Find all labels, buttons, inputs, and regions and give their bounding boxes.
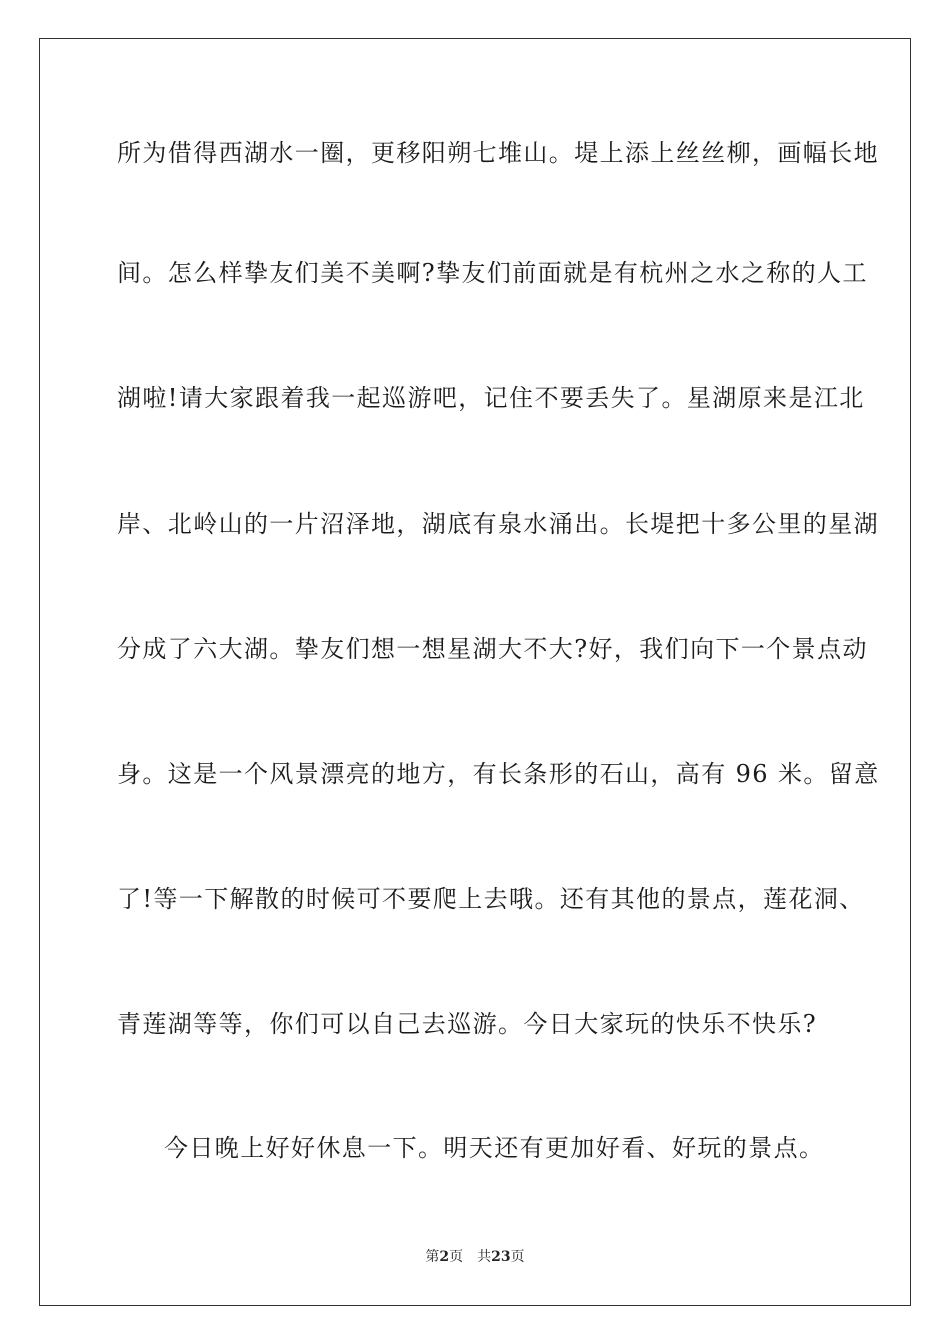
total-label [477, 1248, 524, 1266]
paragraph-line-7: 了!等一下解散的时候可不要爬上去哦。还有其他的景点，莲花洞、 [117, 885, 865, 913]
paragraph-line-4: 岸、北岭山的一片沼泽地，湖底有泉水涌出。长堤把十多公里的星湖 [117, 510, 879, 538]
total-prefix: 共 [477, 1249, 492, 1265]
page-border [39, 38, 911, 1306]
paragraph-line-2: 间。怎么样挚友们美不美啊?挚友们前面就是有杭州之水之称的人工 [117, 259, 868, 287]
paragraph-line-6: 身。这是一个风景漂亮的地方，有长条形的石山，高有 96 米。留意 [117, 760, 880, 788]
page-footer [0, 1248, 950, 1266]
paragraph-line-8: 青莲湖等等，你们可以自己去巡游。今日大家玩的快乐不快乐? [117, 1010, 818, 1038]
paragraph-line-9: 今日晚上好好休息一下。明天还有更加好看、好玩的景点。 [164, 1134, 825, 1162]
paragraph-line-3: 湖啦!请大家跟着我一起巡游吧，记住不要丢失了。星湖原来是江北 [117, 384, 865, 412]
page-number: 2 [439, 1249, 450, 1265]
total-suffix: 页 [510, 1249, 525, 1265]
paragraph-line-1: 所为借得西湖水一圈，更移阳朔七堆山。堤上添上丝丝柳，画幅长地 [117, 139, 879, 167]
total-pages: 23 [491, 1249, 511, 1265]
page-suffix: 页 [449, 1249, 464, 1265]
paragraph-line-5: 分成了六大湖。挚友们想一想星湖大不大?好，我们向下一个景点动 [117, 635, 868, 663]
page-label [425, 1248, 463, 1266]
page-prefix: 第 [425, 1249, 440, 1265]
